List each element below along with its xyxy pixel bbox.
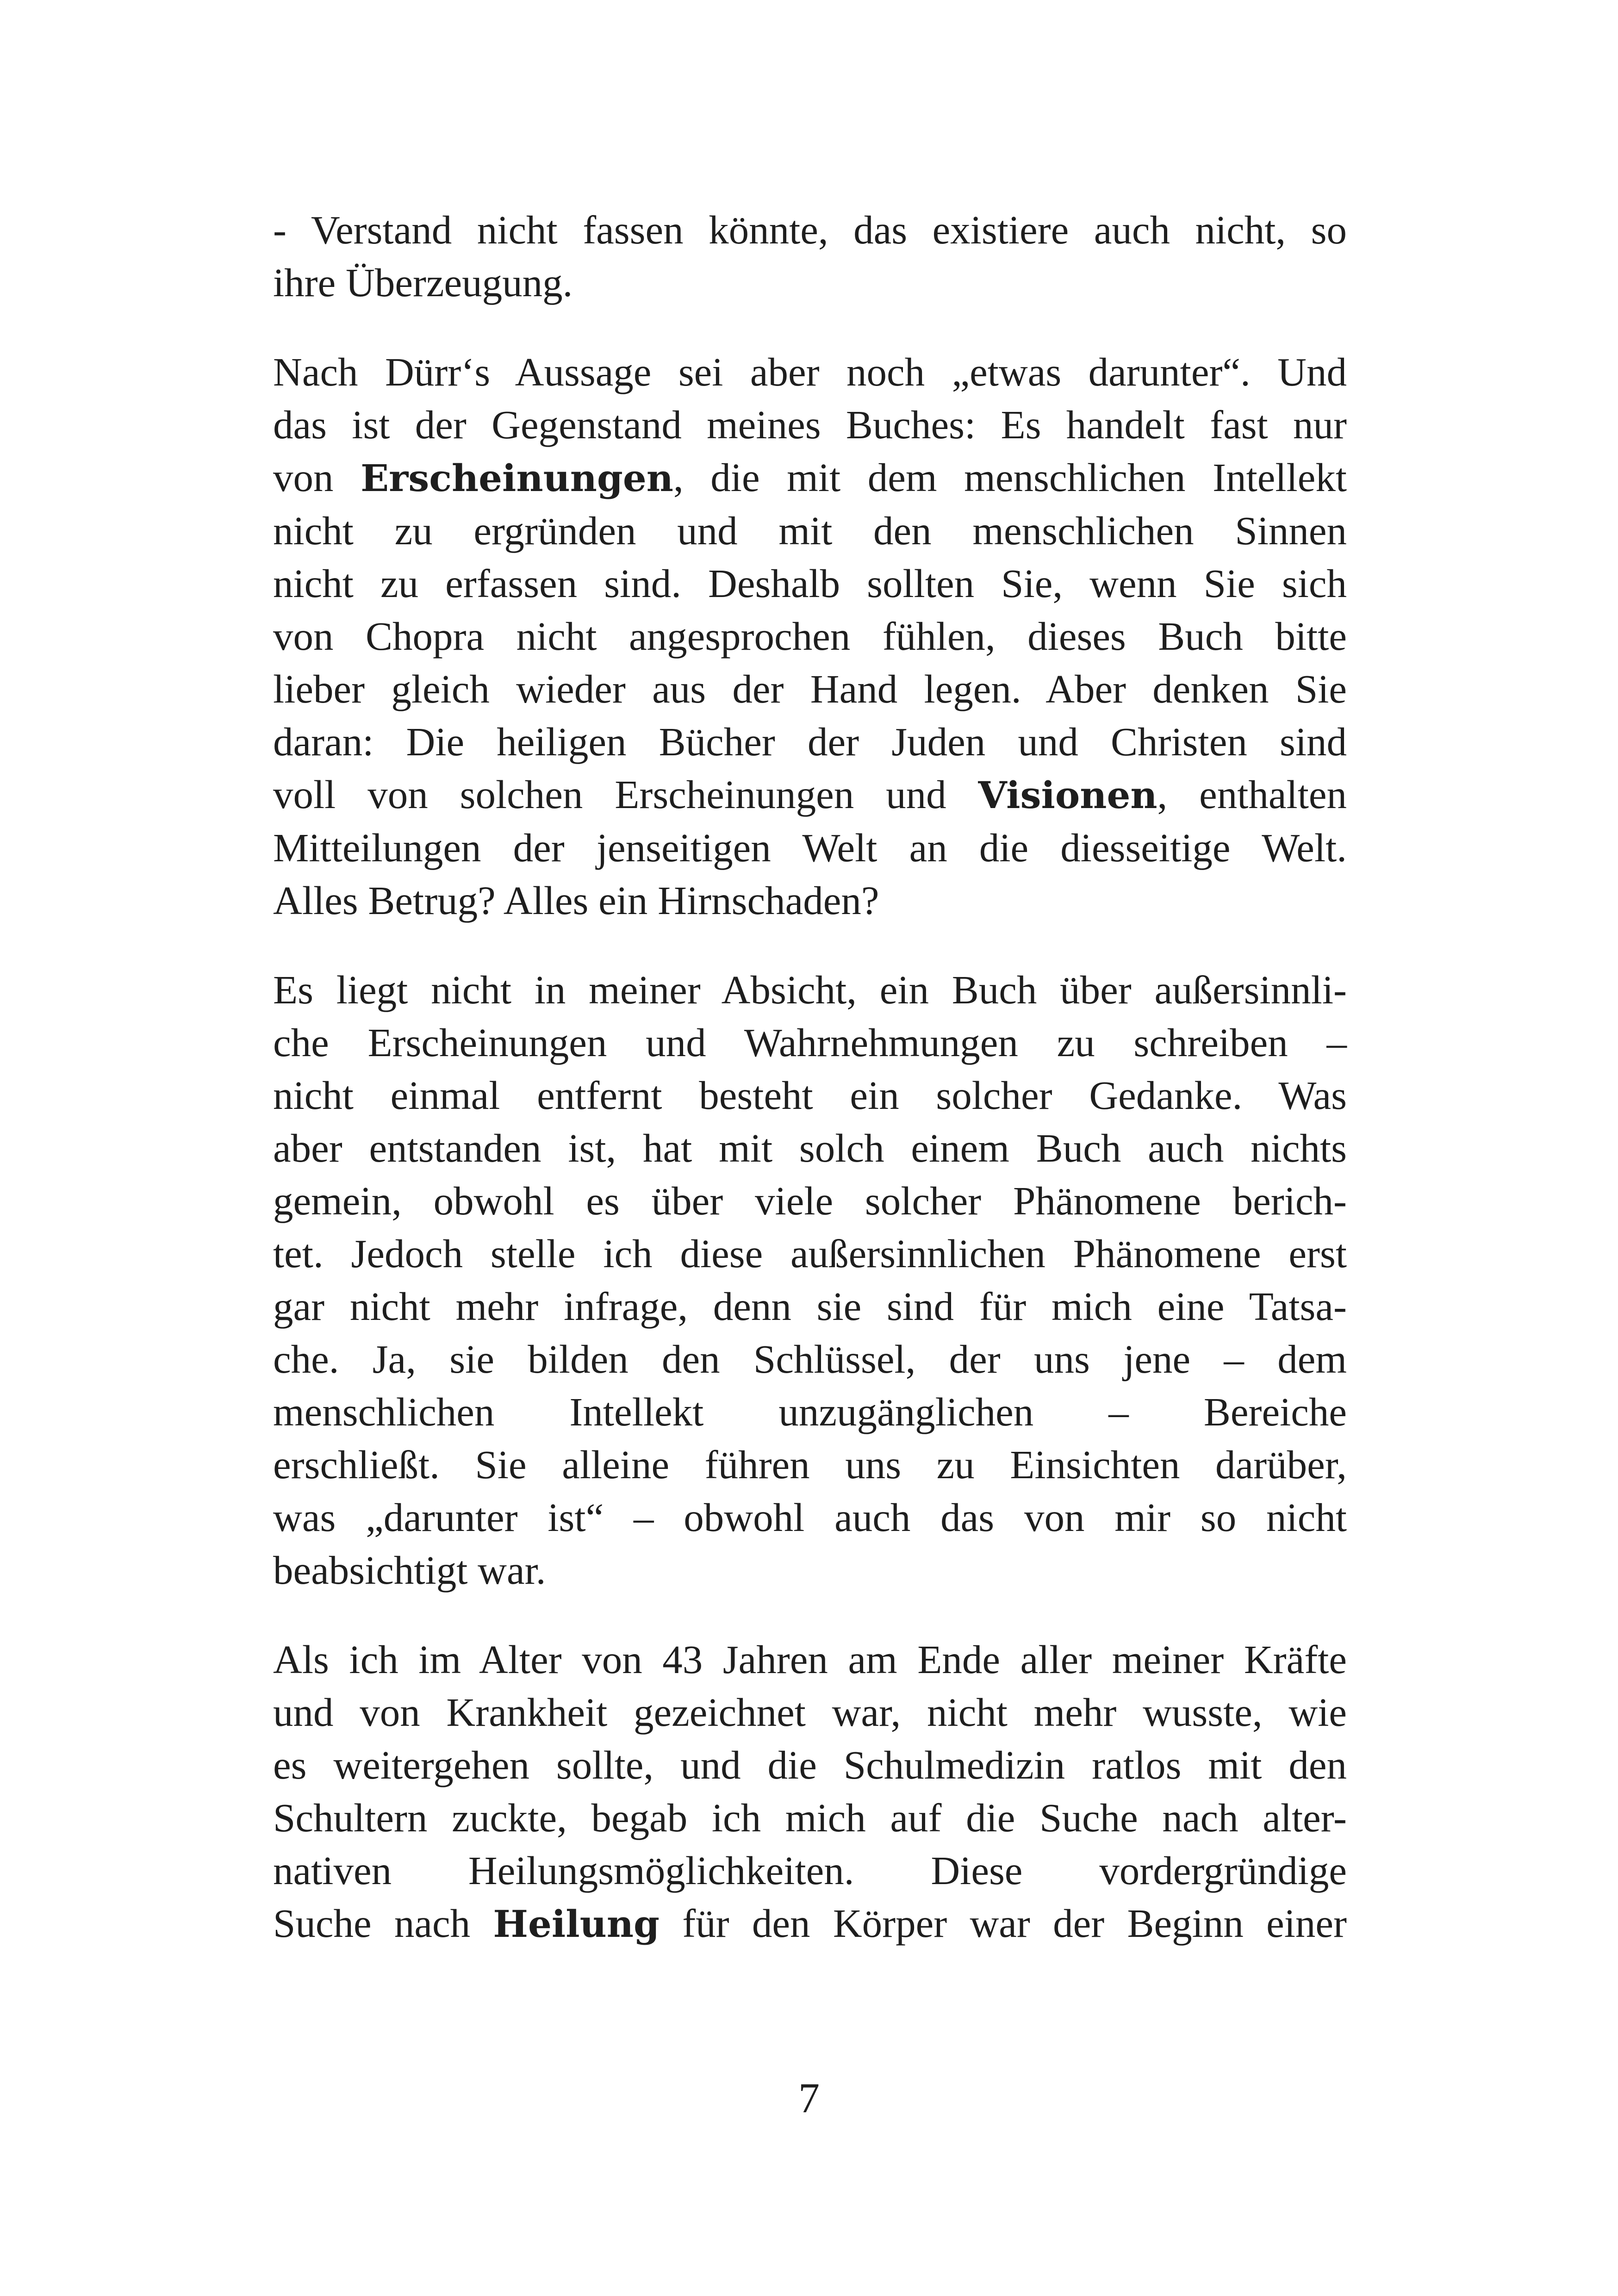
text-line <box>273 504 1347 557</box>
emphasized-term: Visionen <box>978 773 1157 817</box>
text-segment: voll von solchen Erscheinungen und <box>273 772 978 817</box>
text-segment: nicht zu erfassen sind. Deshalb sollten Sie, wenn Sie sich <box>273 561 1347 606</box>
text-segment: nicht einmal entfernt besteht ein solcher Gedanke. Was <box>273 1073 1347 1118</box>
text-line <box>273 1227 1347 1280</box>
text-line <box>273 610 1347 663</box>
text-line <box>273 1739 1347 1792</box>
text-line <box>273 557 1347 610</box>
text-line <box>273 1633 1347 1686</box>
text-line <box>273 256 1347 309</box>
text-line <box>273 1844 1347 1897</box>
text-segment: - Verstand nicht fassen könnte, das existiere auch nicht, so <box>273 207 1347 252</box>
text-segment: ihre Überzeugung. <box>273 260 573 305</box>
text-line <box>273 1544 1347 1597</box>
text-segment: Es liegt nicht in meiner Absicht, ein Buch über außersinnli- <box>273 967 1347 1012</box>
text-line <box>273 346 1347 398</box>
text-line <box>273 1897 1347 1950</box>
text-segment: erschließt. Sie alleine führen uns zu Einsichten darüber, <box>273 1442 1347 1487</box>
text-line <box>273 204 1347 256</box>
paragraph <box>273 1633 1347 1950</box>
text-line <box>273 768 1347 821</box>
text-segment: was „darunter ist“ – obwohl auch das von mir so nicht <box>273 1495 1347 1540</box>
text-segment: Suche nach <box>273 1901 493 1946</box>
body-text <box>273 204 1347 1950</box>
text-segment: menschlichen Intellekt unzugänglichen – Bereiche <box>273 1389 1347 1434</box>
text-segment: Mitteilungen der jenseitigen Welt an die diesseitige Welt. <box>273 825 1347 870</box>
paragraph <box>273 346 1347 927</box>
text-segment: che. Ja, sie bilden den Schlüssel, der uns jene – dem <box>273 1337 1347 1381</box>
text-line <box>273 1386 1347 1438</box>
text-line <box>273 1122 1347 1175</box>
text-line <box>273 1491 1347 1544</box>
text-segment: , enthalten <box>1157 772 1347 817</box>
text-segment: Als ich im Alter von 43 Jahren am Ende aller meiner Kräfte <box>273 1637 1347 1682</box>
text-segment: , die mit dem menschlichen Intellekt <box>673 455 1347 500</box>
text-line <box>273 398 1347 451</box>
text-segment: Schultern zuckte, begab ich mich auf die Suche nach alter- <box>273 1795 1347 1840</box>
text-segment: von <box>273 455 361 500</box>
text-segment: gar nicht mehr infrage, denn sie sind für mich eine Tatsa- <box>273 1284 1347 1329</box>
text-line <box>273 874 1347 927</box>
text-line <box>273 663 1347 716</box>
text-line <box>273 1438 1347 1491</box>
text-line <box>273 1069 1347 1122</box>
text-segment: nativen Heilungsmöglichkeiten. Diese vordergründige <box>273 1848 1347 1893</box>
text-segment: beabsichtigt war. <box>273 1548 546 1593</box>
paragraph <box>273 204 1347 309</box>
text-line <box>273 451 1347 504</box>
text-segment: aber entstanden ist, hat mit solch einem Buch auch nichts <box>273 1126 1347 1170</box>
text-line <box>273 1175 1347 1227</box>
text-segment: nicht zu ergründen und mit den menschlichen Sinnen <box>273 508 1347 553</box>
text-segment: für den Körper war der Beginn einer <box>659 1901 1347 1946</box>
text-segment: und von Krankheit gezeichnet war, nicht mehr wusste, wie <box>273 1690 1347 1735</box>
text-line <box>273 821 1347 874</box>
text-segment: lieber gleich wieder aus der Hand legen. Aber denken Sie <box>273 666 1347 711</box>
text-line <box>273 1280 1347 1333</box>
paragraph <box>273 964 1347 1597</box>
text-segment: gemein, obwohl es über viele solcher Phänomene berich- <box>273 1178 1347 1223</box>
text-line <box>273 1016 1347 1069</box>
text-line <box>273 1333 1347 1386</box>
text-line <box>273 1792 1347 1844</box>
text-segment: Nach Dürr‘s Aussage sei aber noch „etwas darunter“. Und <box>273 349 1347 394</box>
page-number: 7 <box>798 2074 820 2122</box>
emphasized-term: Heilung <box>493 1902 660 1946</box>
text-segment: das ist der Gegenstand meines Buches: Es handelt fast nur <box>273 402 1347 447</box>
emphasized-term: Erscheinungen <box>361 456 673 500</box>
text-line <box>273 964 1347 1016</box>
text-line <box>273 716 1347 768</box>
text-segment: es weitergehen sollte, und die Schulmedizin ratlos mit den <box>273 1742 1347 1787</box>
text-segment: daran: Die heiligen Bücher der Juden und Christen sind <box>273 719 1347 764</box>
text-segment: tet. Jedoch stelle ich diese außersinnlichen Phänomene erst <box>273 1231 1347 1276</box>
text-line <box>273 1686 1347 1739</box>
text-segment: che Erscheinungen und Wahrnehmungen zu schreiben – <box>273 1020 1347 1065</box>
text-segment: Alles Betrug? Alles ein Hirnschaden? <box>273 878 879 923</box>
text-segment: von Chopra nicht angesprochen fühlen, dieses Buch bitte <box>273 614 1347 659</box>
